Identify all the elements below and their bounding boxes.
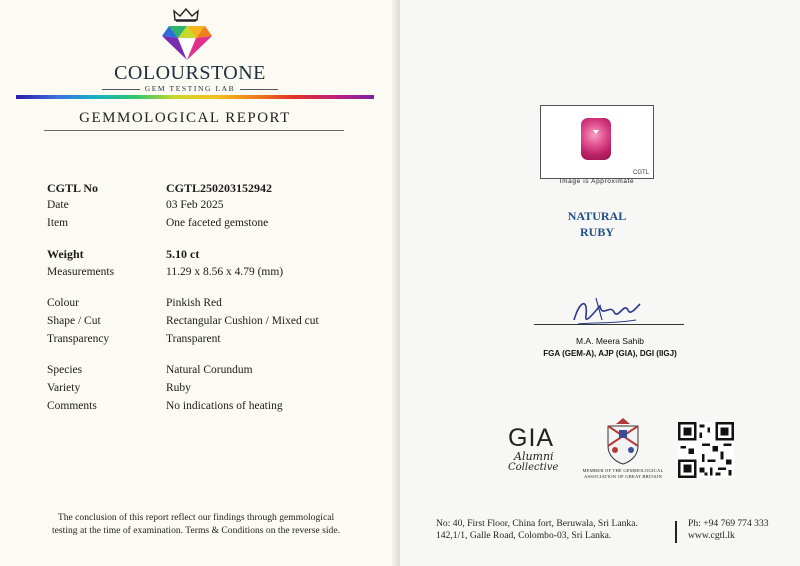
gia-text: GIA bbox=[508, 424, 555, 452]
gia-alumni-logo bbox=[504, 424, 574, 480]
field-row-weight bbox=[47, 246, 377, 262]
field-value: 03 Feb 2025 bbox=[166, 199, 224, 211]
field-row-variety bbox=[47, 380, 377, 396]
field-row-colour bbox=[47, 295, 377, 311]
phone-text: Ph: +94 769 774 333 bbox=[688, 518, 769, 529]
report-title: GEMMOLOGICAL REPORT bbox=[79, 110, 291, 126]
website-link[interactable]: www.cgtl.lk bbox=[688, 530, 735, 541]
field-row-shape-cut bbox=[47, 313, 377, 329]
field-value: Pinkish Red bbox=[166, 297, 222, 309]
field-value: Natural Corundum bbox=[166, 364, 253, 376]
footer-divider bbox=[675, 521, 677, 543]
result-title bbox=[540, 208, 654, 240]
field-label: Shape / Cut bbox=[47, 315, 101, 327]
field-row-item bbox=[47, 215, 377, 231]
field-value: Ruby bbox=[166, 382, 191, 394]
rainbow-divider bbox=[16, 95, 374, 99]
result-line: NATURAL bbox=[567, 209, 627, 223]
result-line: RUBY bbox=[579, 225, 614, 239]
signature-line bbox=[534, 324, 684, 325]
ruby-gem-image bbox=[581, 118, 611, 160]
brand-name: COLOURSTONE bbox=[114, 62, 266, 84]
gem-a-member-text: MEMBER OF THE GEMMOLOGICAL ASSOCIATION OF GREAT BRITAIN bbox=[582, 468, 664, 479]
field-label: Transparency bbox=[47, 333, 110, 345]
field-label: Item bbox=[47, 217, 69, 229]
disclaimer-line: testing at the time of examination. Terms & Conditions on the reverse side. bbox=[52, 524, 340, 536]
field-label: Measurements bbox=[47, 266, 115, 278]
field-label: Date bbox=[47, 199, 69, 211]
gem-a-crest-icon bbox=[600, 416, 646, 466]
brand-tagline: GEM TESTING LAB bbox=[0, 84, 380, 93]
signatory-credentials: FGA (GEM-A), AJP (GIA), DGI (IIGJ) bbox=[543, 349, 677, 358]
gem-image-frame bbox=[540, 105, 654, 179]
field-value: 5.10 ct bbox=[166, 247, 200, 261]
field-label: Weight bbox=[47, 247, 84, 261]
field-label: Colour bbox=[47, 297, 79, 309]
field-label: CGTL No bbox=[47, 181, 99, 195]
address bbox=[436, 518, 638, 542]
signatory-name: M.A. Meera Sahib bbox=[575, 336, 645, 346]
field-row-cgtl-no bbox=[47, 180, 377, 196]
field-value: Rectangular Cushion / Mixed cut bbox=[166, 315, 319, 327]
report-right-page bbox=[400, 0, 800, 566]
title-underline bbox=[44, 130, 344, 131]
field-row-measurements bbox=[47, 264, 377, 280]
field-row-date bbox=[47, 197, 377, 213]
disclaimer-line: The conclusion of this report reflect our findings through gemmological bbox=[57, 512, 335, 523]
field-label: Species bbox=[47, 364, 83, 376]
field-row-comments bbox=[47, 398, 377, 414]
gia-alumni-text: Alumni bbox=[514, 450, 554, 463]
field-label: Comments bbox=[47, 400, 97, 412]
image-caption: Image is Approximate bbox=[559, 178, 635, 185]
qr-code[interactable] bbox=[678, 422, 734, 478]
field-row-transparency bbox=[47, 331, 377, 347]
field-value: Transparent bbox=[166, 333, 221, 345]
field-value: No indications of heating bbox=[166, 400, 283, 412]
field-row-species bbox=[47, 362, 377, 378]
disclaimer bbox=[18, 512, 374, 537]
signature-image bbox=[566, 290, 646, 334]
image-watermark: CGTL bbox=[632, 170, 649, 176]
address-line: 142,1/1, Galle Road, Colombo-03, Sri Lanka. bbox=[436, 530, 612, 541]
field-label: Variety bbox=[47, 382, 81, 394]
contact-info bbox=[688, 518, 769, 542]
address-line: No: 40, First Floor, China fort, Beruwala, Sri Lanka. bbox=[436, 518, 638, 529]
field-value: CGTL250203152942 bbox=[166, 181, 273, 195]
field-value: 11.29 x 8.56 x 4.79 (mm) bbox=[166, 266, 284, 278]
gia-collective-text: Collective bbox=[508, 462, 559, 473]
field-value: One faceted gemstone bbox=[166, 217, 269, 229]
diamond-logo-icon bbox=[160, 18, 214, 62]
